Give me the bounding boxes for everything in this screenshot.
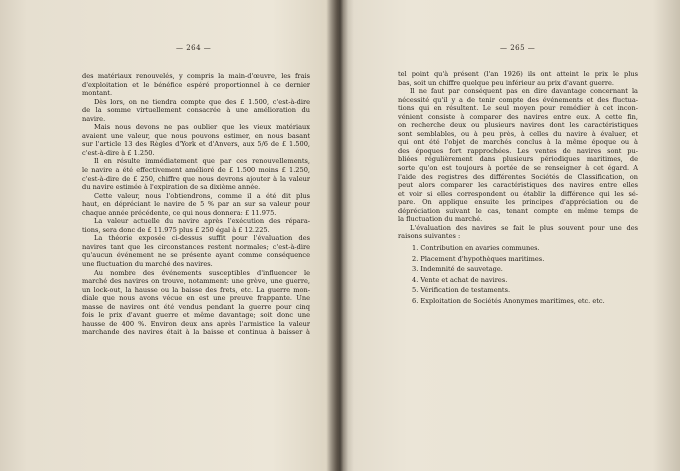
list-item: 1. Contribution en avaries communes.: [412, 243, 540, 252]
text-line: La théorie exposée ci-dessus suffit pour l'évaluation des: [94, 234, 310, 243]
text-line: chaque année précédente, ce qui nous donnera: £ 11.975.: [82, 208, 277, 217]
text-line: une fluctuation du marché des navires.: [82, 260, 213, 269]
text-line: et voir si elles correspondent ou établir la différence qui les sé-: [398, 189, 638, 198]
right-page-body: [398, 70, 638, 307]
text-line: tel point qu'à présent (l'an 1926) ils ont atteint le prix le plus: [398, 70, 638, 78]
text-line: qui ont été l'objet de marchés conclus à la même époque ou à: [398, 138, 638, 147]
text-line: d'exploitation et le bénéfice espéré proportionnel à ce dernier: [82, 80, 310, 89]
text-line: qu'aucun événement ne se présente ayant comme conséquence: [82, 251, 310, 260]
text-line: hausse de 400 %. Environ deux ans après l'armistice la valeur: [82, 319, 310, 328]
text-line: vénient consiste à comparer des navires entre eux. A cette fin,: [398, 112, 638, 121]
list-item: 6. Exploitation de Sociétés Anonymes maritimes, etc. etc.: [412, 296, 605, 305]
list-item: 4. Vente et achat de navires.: [412, 275, 508, 284]
text-line: des époques fort rapprochées. Les ventes de navires sont pu-: [398, 146, 638, 155]
text-line: fois le prix d'avant guerre et même davantage; soit donc une: [82, 311, 310, 320]
text-line: marchande des navires était à la baisse et continua à baisser à: [82, 328, 310, 337]
text-line: haut, en dépréciant le navire de 5 % par an sur sa valeur pour: [82, 200, 310, 209]
text-line: on recherche deux ou plusieurs navires dont les caractéristiques: [398, 121, 638, 130]
valuation-reasons-list: [398, 243, 638, 307]
text-line: dépréciation suivant le cas, tenant compte en même temps de: [398, 206, 638, 215]
text-line: tions, sera donc de £ 11.975 plus £ 250 égal à £ 12.225.: [82, 225, 270, 234]
page-number-right: — 265 —: [500, 44, 536, 52]
text-line: Il en résulte immédiatement que par ces renouvellements,: [94, 157, 310, 166]
right-page: [340, 0, 680, 471]
list-item: 2. Placement d'hypothèques maritimes.: [412, 254, 545, 263]
text-line: Dès lors, on ne tiendra compte que des £ 1.500, c'est-à-dire: [94, 97, 310, 106]
page-number-left: — 264 —: [176, 44, 212, 52]
text-line: sur l'article 13 des Règles d'York et d'Anvers, aux 5/6 de £ 1.500,: [82, 140, 310, 149]
left-page: [0, 0, 336, 471]
text-line: navires tant que les circonstances restent normales; c'est-à-dire: [82, 242, 310, 251]
text-line: Cette valeur, nous l'obtiendrons, comme il a été dit plus: [94, 191, 310, 200]
text-line: nécessité qu'il y a de tenir compte des événements et des fluctua-: [398, 95, 638, 104]
text-line: l'aide des registres des différentes Sociétés de Classification, on: [398, 172, 638, 181]
list-item: 5. Vérification de testaments.: [412, 286, 511, 295]
text-line: des matériaux renouvelés, y compris la main-d'œuvre, les frais: [82, 72, 310, 80]
text-line: L'évaluation des navires se fait le plus souvent pour une des: [410, 223, 638, 232]
text-line: bliées régulièrement dans plusieurs périodiques maritimes, de: [398, 155, 638, 164]
text-line: masse de navires ont été vendus pendant la guerre pour cinq: [82, 302, 310, 311]
text-line: c'est-à-dire à £ 1.250.: [82, 148, 155, 157]
text-line: Au nombre des événements susceptibles d'influencer le: [94, 268, 310, 277]
text-line: avaient une valeur, que nous pouvons estimer, en nous basant: [82, 131, 310, 140]
text-line: raisons suivantes :: [398, 232, 461, 241]
text-line: La valeur actuelle du navire après l'exécution des répara-: [94, 217, 310, 226]
text-line: de la somme virtuellement consacrée à une amélioration du: [82, 106, 310, 115]
text-line: tions qui en résultent. Le seul moyen pour remédier à cet incon-: [398, 104, 638, 113]
text-line: bas, soit un chiffre quelque peu inférieur au prix d'avant guerre.: [398, 78, 615, 87]
text-line: un lock-out, la hausse ou la baisse des frets, etc. La guerre mon-: [82, 285, 310, 294]
text-line: du navire estimée à l'expiration de sa dixième année.: [82, 183, 261, 192]
text-line: la fluctuation du marché.: [398, 215, 483, 224]
text-line: marché des navires on trouve, notamment: une grève, une guerre,: [82, 277, 310, 286]
text-line: Mais nous devons ne pas oublier que les vieux matériaux: [94, 123, 310, 132]
text-line: peut alors comparer les caractéristiques des navires entre elles: [398, 181, 638, 190]
text-line: montant.: [82, 89, 113, 98]
text-line: Il ne faut par conséquent pas en dire davantage concernant la: [410, 87, 638, 96]
text-line: pare. On applique ensuite les principes d'appréciation ou de: [398, 198, 638, 207]
list-item: 3. Indemnité de sauvetage.: [412, 265, 503, 274]
text-line: diale que nous avons vécue en est une preuve frappante. Une: [82, 294, 310, 303]
text-line: c'est-à-dire de £ 250, chiffre que nous devrons ajouter à la valeur: [82, 174, 310, 183]
text-line: sont semblables, ou à peu près, à celles du navire à évaluer, et: [398, 129, 638, 138]
text-line: navire.: [82, 114, 106, 123]
text-line: sorte qu'on est toujours à portée de se renseigner à cet égard. A: [398, 164, 638, 173]
text-line: le navire a été effectivement amélioré de £ 1.500 moins £ 1.250,: [82, 166, 310, 175]
left-page-body: [82, 72, 310, 337]
